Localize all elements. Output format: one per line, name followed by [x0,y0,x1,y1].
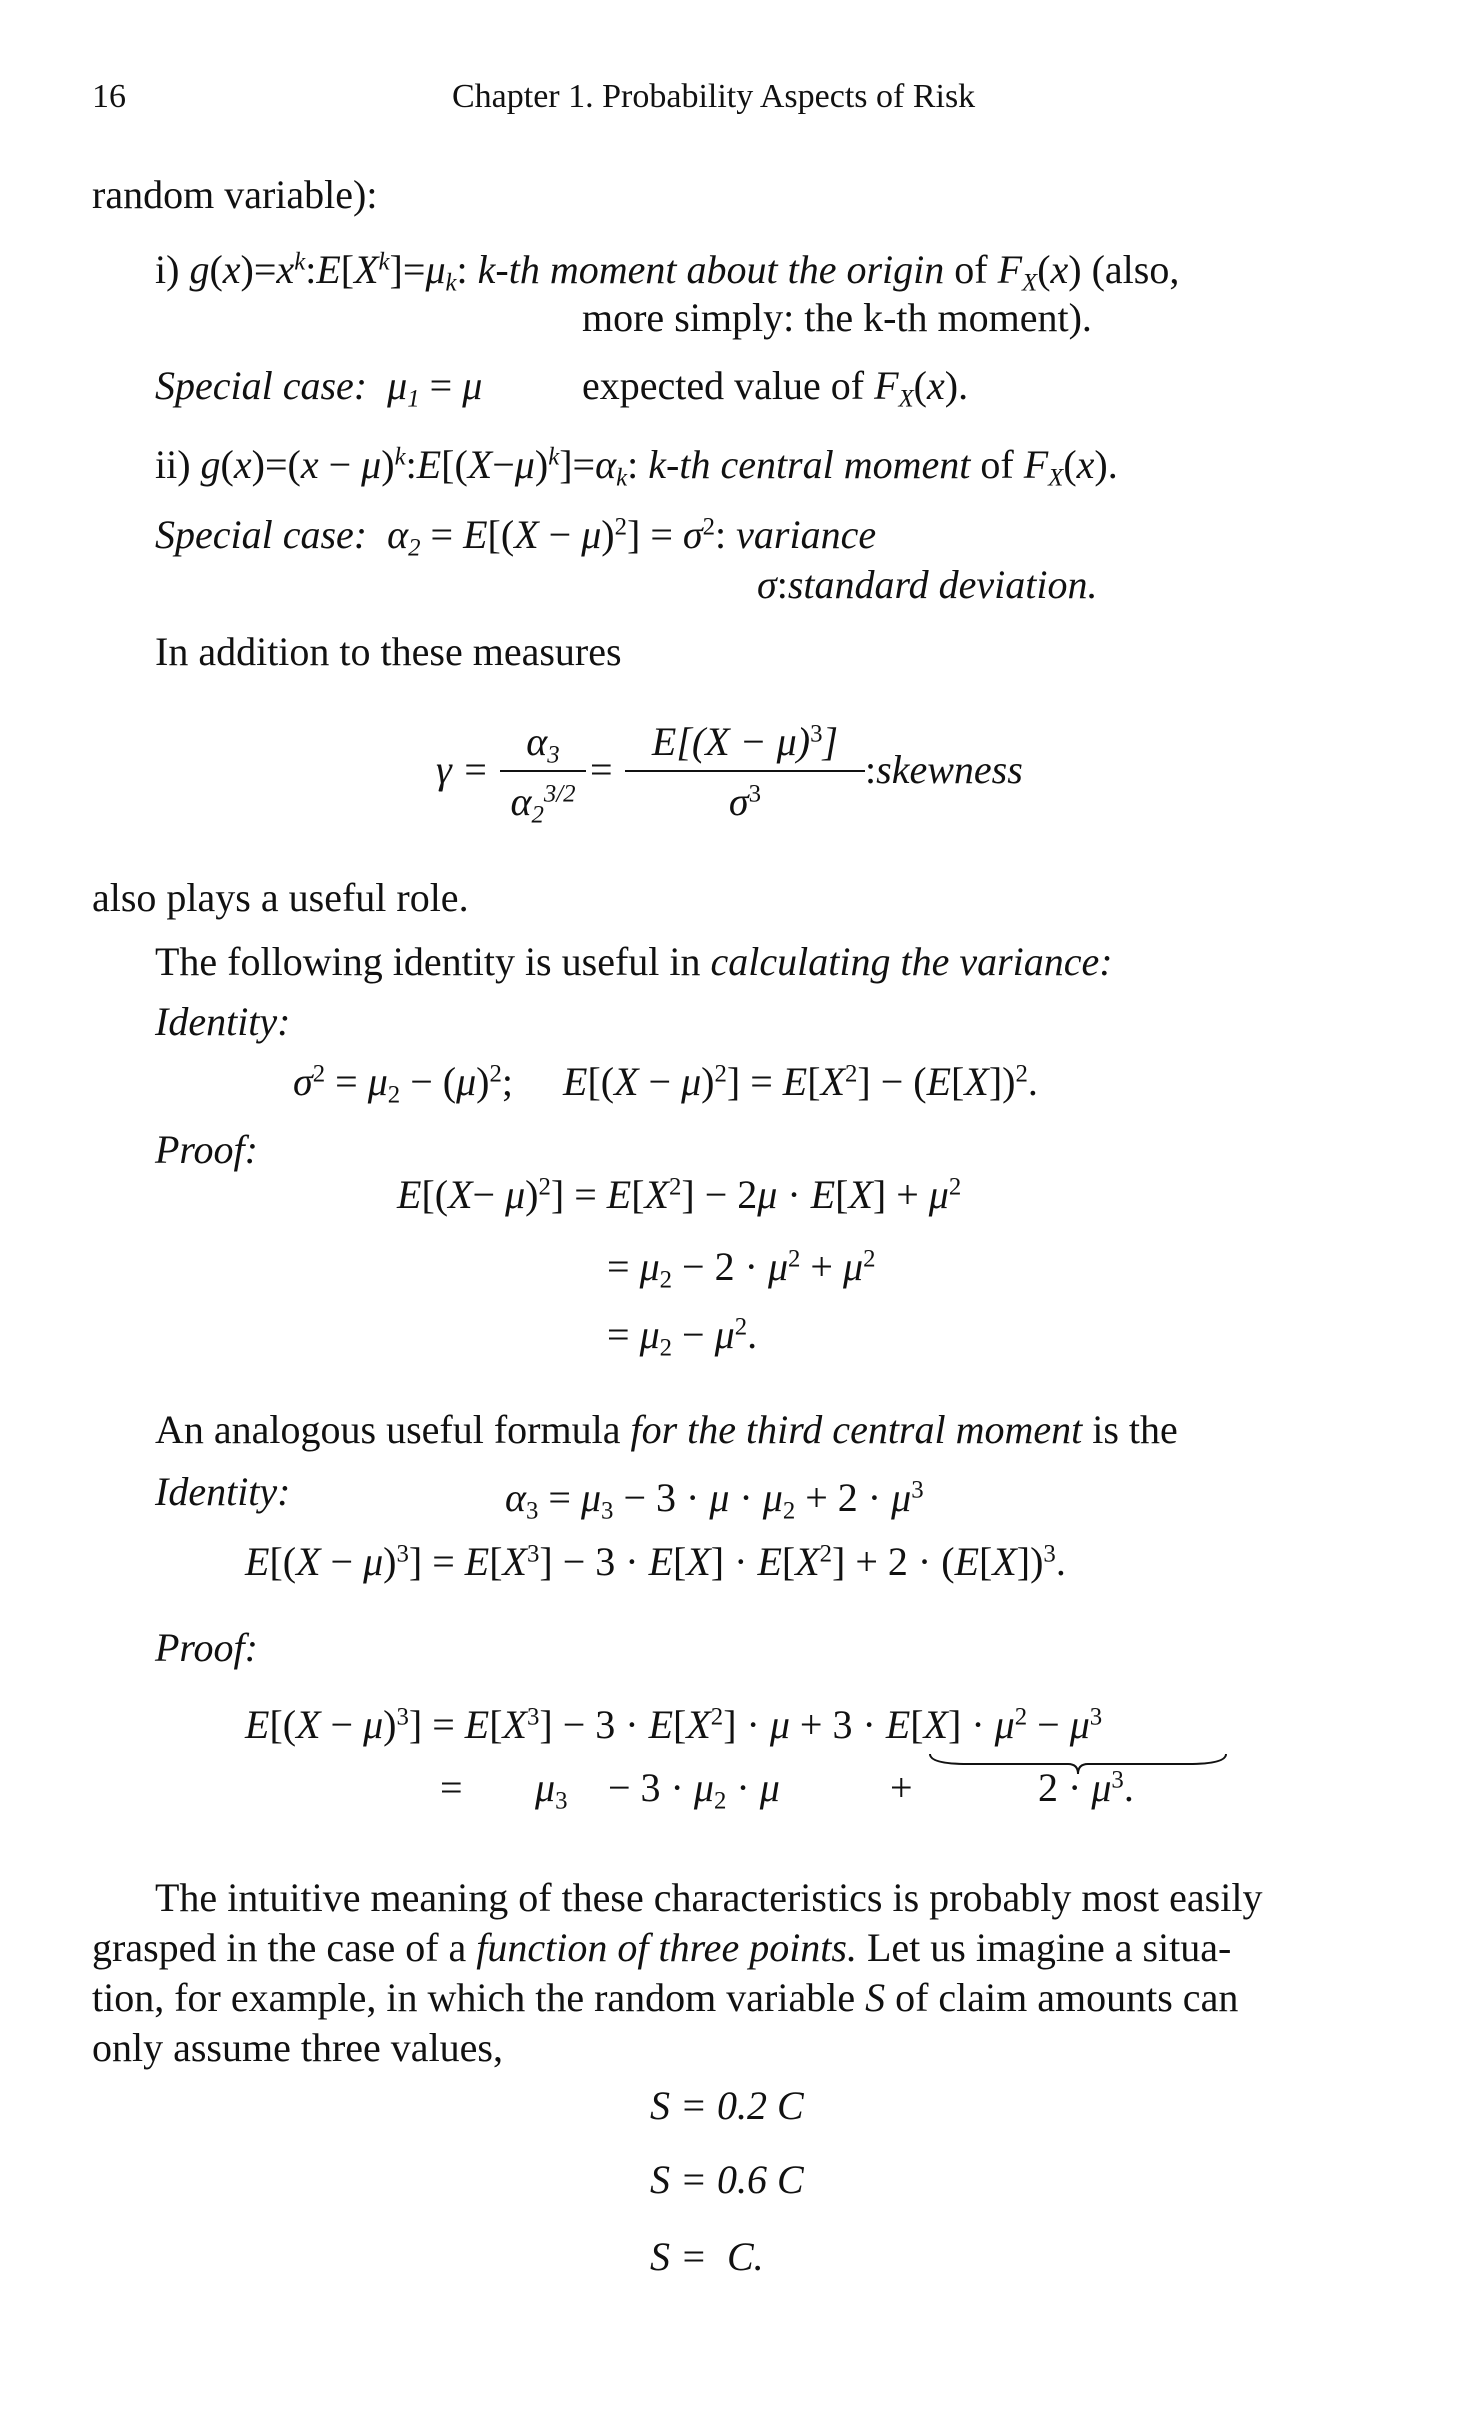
proof-2-line-2: = [440,1765,463,1810]
skewness-fraction-1: $\alpha_3$ [526,719,560,769]
following-identity-text: The following identity is useful in calculating the variance: [155,939,1113,984]
variance-identity: $\sigma^2 = \mu_2 - (\mu)^2$; $E[(X - \mu)^2] = E[X^2] - (E[X])^2$. [293,1059,1038,1109]
fraction-bar-2 [625,770,865,772]
moment-item-ii: ii) $g(x)=(x - \mu)^k:E[(X-\mu)^k]=\alpha_k$: k-th central moment of $F_X(x)$. [155,442,1118,492]
proof-1-line-3: = $\mu_2 - \mu^2$. [607,1312,758,1362]
proof-2-line-1: $E[(X - \mu)^3] = E[X^3] - 3 \cdot E[X^2] \cdot \mu + 3 \cdot E[X] \cdot \mu^2 - \mu^3$ [245,1702,1103,1747]
value-3: S = C. [650,2234,764,2279]
third-moment-identity-1: $\alpha_3 = \mu_3 - 3 \cdot \mu \cdot \mu_2 + 2 \cdot \mu^3$ [505,1475,924,1525]
intuitive-line-1: The intuitive meaning of these characteristics is probably most easily [155,1875,1263,1920]
intuitive-line-2: grasped in the case of a function of three points. Let us imagine a situa- [92,1925,1232,1970]
fraction-bar-1 [500,770,586,772]
identity-label-1: Identity: [155,999,291,1044]
moment-origin-text: k-th moment about the origin [477,247,945,292]
moment-item-i-continuation: more simply: the k-th moment). [582,295,1092,340]
value-2: S = 0.6 C [650,2157,804,2202]
proof-label-2: Proof: [155,1625,258,1670]
value-1: S = 0.2 C [650,2083,804,2128]
special-case-1-text: expected value of $F_X(x)$. [582,363,969,413]
analogous-text: An analogous useful formula for the third central moment is the [155,1407,1178,1452]
skewness-gamma: γ = [436,747,489,792]
skewness-fraction-2: $E[(X - \mu)^3]$ [651,719,839,764]
proof-label-1: Proof: [155,1127,258,1172]
identity-label-2: Identity: [155,1469,291,1514]
running-title: Chapter 1. Probability Aspects of Risk [452,78,976,115]
intro-fragment: random variable): [92,172,378,217]
intuitive-line-4: only assume three values, [92,2025,503,2070]
proof-1-line-2: = $\mu_2 - 2 \cdot \mu^2 + \mu^2$ [607,1244,876,1294]
intuitive-line-3: tion, for example, in which the random variable S of claim amounts can [92,1975,1239,2020]
in-addition-text: In addition to these measures [155,629,622,674]
proof-1-line-1: $E[(X- \mu)^2] = E[X^2] - 2\mu \cdot E[X] + \mu^2$ [397,1172,962,1217]
third-moment-identity-2: $E[(X - \mu)^3] = E[X^3] - 3 \cdot E[X] \cdot E[X^2] + 2 \cdot (E[X])^3$. [245,1539,1066,1584]
moment-item-i: i) $g(x)=x^k:E[X^k]=\mu_k$: k-th moment about the origin of $F_X(x)$ (also, [155,247,1180,297]
also-plays-text: also plays a useful role. [92,875,469,920]
special-case-2: Special case: $\alpha_2 = E[(X - \mu)^2] = \sigma^2$: variance [155,512,877,562]
special-case-2-sd: σ:standard deviation. [757,562,1098,607]
skewness-label: :skewness [865,747,1023,792]
central-moment-text: k-th central moment [648,442,971,487]
special-case-1: Special case: $\mu_1 = \mu$ [155,363,483,413]
page-number: 16 [92,78,126,115]
